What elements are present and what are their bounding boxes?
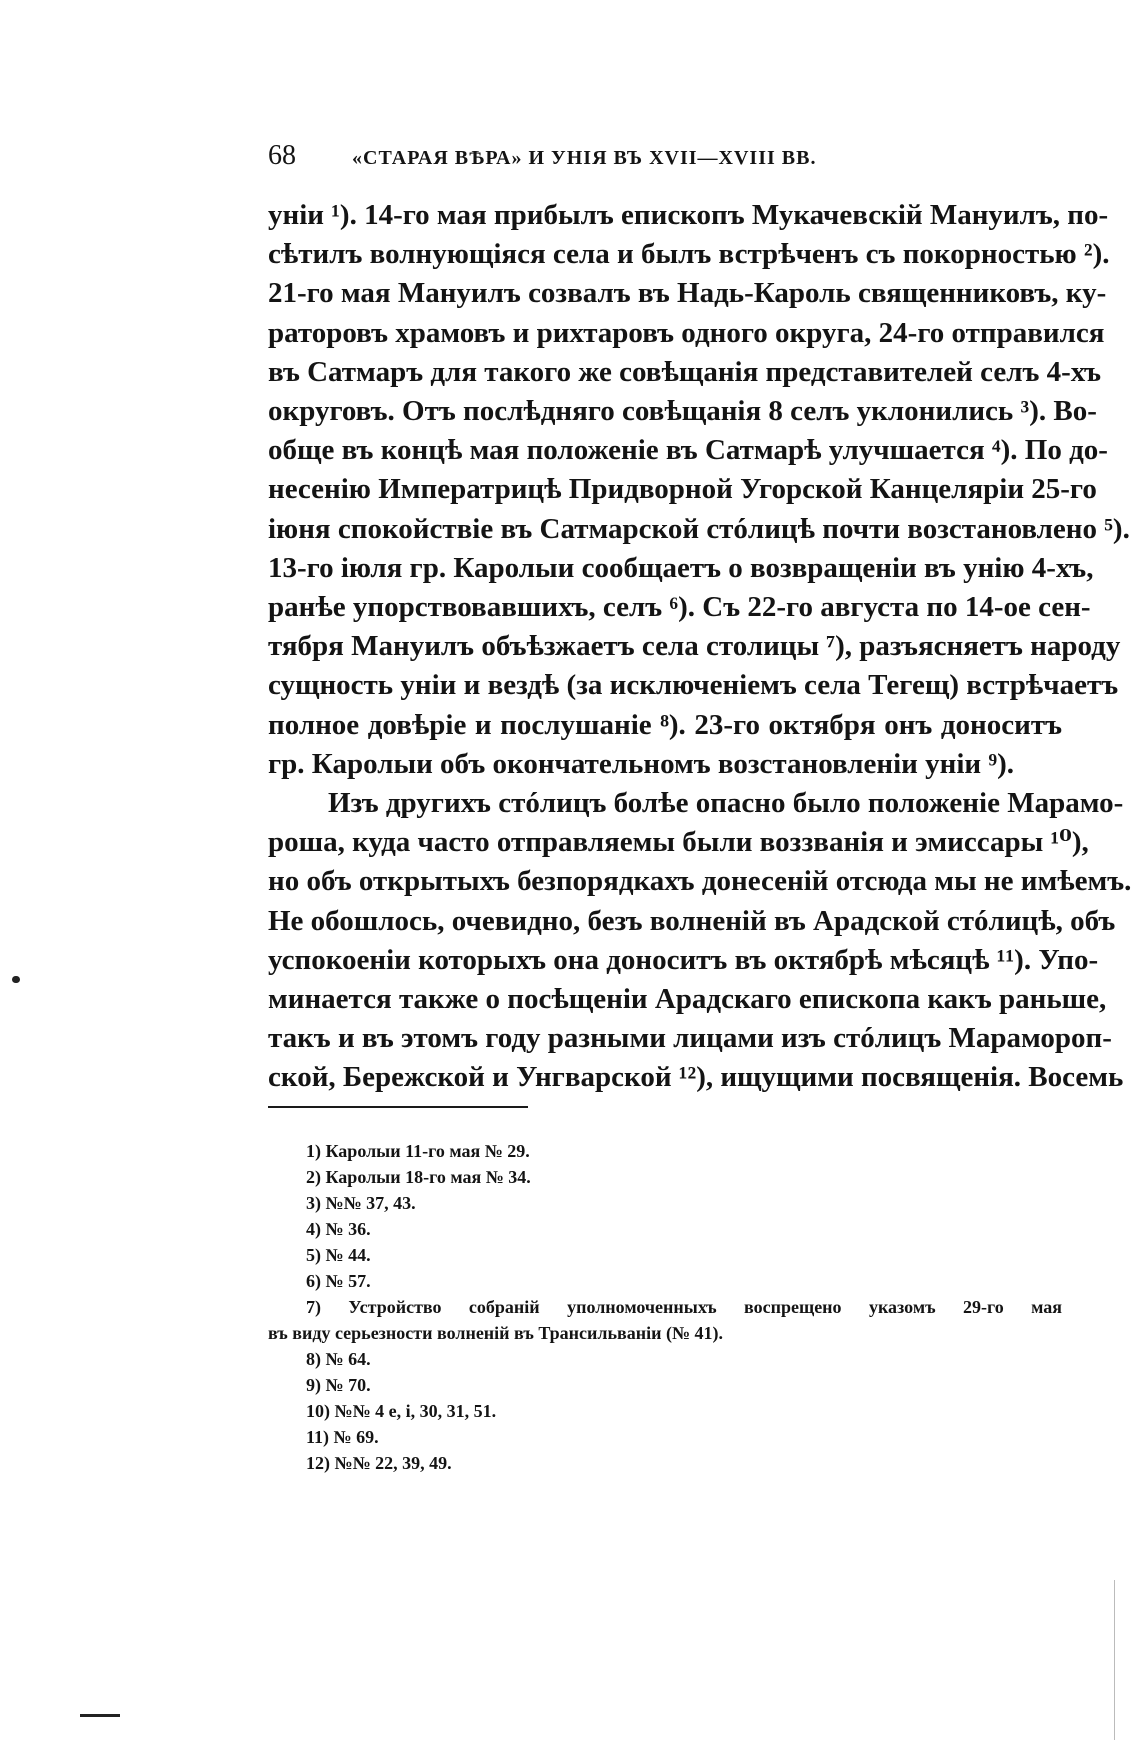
text-line: тября Мануилъ объѣзжаетъ села столицы ⁷), разъясняетъ народу (268, 630, 1121, 663)
footnote: 9) № 70. (306, 1375, 371, 1395)
text-line: въ Сатмаръ для такого же совѣщанія представителей селъ 4-хъ (268, 355, 1102, 388)
text-line: роша, куда часто отправляемы были воззванія и эмиссары ¹⁰), (268, 826, 1089, 859)
text-line: минается также о посѣщеніи Арадскаго епископа какъ раньше, (268, 983, 1107, 1016)
footnotes (268, 1138, 1062, 1476)
text-line: 21-го мая Мануилъ созвалъ въ Надь-Кароль священниковъ, ку- (268, 277, 1107, 310)
main-text (268, 196, 1132, 1098)
text-line: гр. Каролыи объ окончательномъ возстановленіи уніи ⁹). (268, 747, 1014, 780)
text-line: успокоеніи которыхъ она доноситъ въ октябрѣ мѣсяцѣ ¹¹). Упо- (268, 943, 1099, 976)
footnote: 8) № 64. (306, 1349, 371, 1369)
text-line: округовъ. Отъ послѣдняго совѣщанія 8 селъ уклонились ³). Во- (268, 395, 1097, 428)
footnote: 3) №№ 37, 43. (306, 1193, 416, 1213)
margin-mark (12, 976, 20, 983)
footnote-divider (268, 1106, 528, 1108)
text-line: но объ открытыхъ безпорядкахъ донесеній отсюда мы не имѣемъ. (268, 865, 1132, 898)
text-line: сущность уніи и вездѣ (за исключеніемъ села Тегещ) встрѣчаетъ (268, 669, 1119, 702)
text-line: іюня спокойствіе въ Сатмарской стóлицѣ почти возстановлено ⁵). (268, 512, 1130, 545)
text-line: раторовъ храмовъ и рихтаровъ одного округа, 24-го отправился (268, 316, 1105, 349)
text-line: сѣтилъ волнующіяся села и былъ встрѣченъ съ покорностью ²). (268, 238, 1110, 271)
text-line: несенію Императрицѣ Придворной Угорской Канцеляріи 25-го (268, 473, 1097, 506)
footnote: 12) №№ 22, 39, 49. (306, 1453, 452, 1473)
text-line: Изъ другихъ стóлицъ болѣе опасно было положеніе Марамо- (328, 787, 1124, 820)
text-line: 13-го іюля гр. Каролыи сообщаетъ о возвращеніи въ унію 4-хъ, (268, 551, 1094, 584)
footnote-continuation: въ виду серьезности волненій въ Трансильваніи (№ 41). (268, 1323, 724, 1343)
running-title: «СТАРАЯ ВѢРА» И УНІЯ ВЪ XVII—XVIII ВВ. (352, 147, 817, 169)
bottom-margin-dash (80, 1714, 120, 1717)
footnote: 5) № 44. (306, 1245, 371, 1265)
edge-line (1114, 1580, 1115, 1740)
footnote: 1) Каролыи 11-го мая № 29. (306, 1141, 530, 1161)
text-line: полное довѣріе и послушаніе ⁸). 23-го октября онъ доноситъ (268, 708, 1062, 741)
text-line: ранѣе упорствовавшихъ, селъ ⁶). Съ 22-го августа по 14-ое сен- (268, 591, 1091, 624)
footnote: 11) № 69. (306, 1427, 379, 1447)
text-line: ской, Бережской и Унгварской ¹²), ищущими посвященія. Восемь (268, 1061, 1124, 1094)
footnote: 10) №№ 4 е, і, 30, 31, 51. (306, 1401, 497, 1421)
footnote: 2) Каролыи 18-го мая № 34. (306, 1167, 531, 1187)
text-line: Не обошлось, очевидно, безъ волненій въ Арадской стóлицѣ, объ (268, 904, 1116, 937)
text-line: такъ и въ этомъ году разными лицами изъ стóлицъ Марамороп- (268, 1022, 1112, 1055)
text-line: обще въ концѣ мая положеніе въ Сатмарѣ улучшается ⁴). По до- (268, 434, 1108, 467)
footnote: 7) Устройство собраній уполномоченныхъ воспрещено указомъ 29-го мая (306, 1297, 1062, 1317)
footnote: 6) № 57. (306, 1271, 371, 1291)
text-line: уніи ¹). 14-го мая прибылъ епископъ Мукачевскій Мануилъ, по- (268, 199, 1109, 231)
footnote: 4) № 36. (306, 1219, 371, 1239)
page-number: 68 (268, 140, 296, 171)
page-header (268, 140, 1068, 176)
